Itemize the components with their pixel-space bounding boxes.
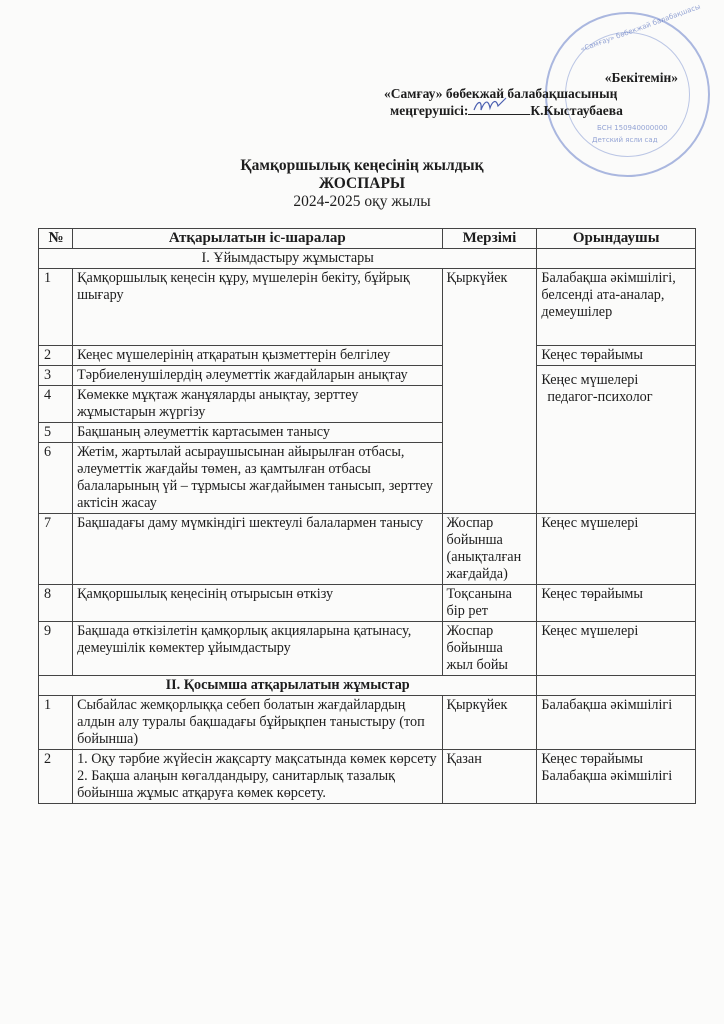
row-responsible: Кеңес мүшелері [537,514,696,585]
row-num: 7 [39,514,73,585]
table-row [39,696,696,750]
row-num: 4 [39,386,73,423]
header-responsible: Орындаушы [537,229,696,249]
stamp-ru-text: Детский ясли сад [592,136,658,144]
header-num: № [39,229,73,249]
row-num: 6 [39,443,73,514]
row-num: 1 [39,696,73,750]
approval-block [384,70,684,119]
row-activity: Қамқоршылық кеңесін құру, мүшелерін бекіту, бұйрық шығару [73,269,442,346]
row-num: 5 [39,423,73,443]
table-row [39,346,696,366]
row-activity: Қамқоршылық кеңесінің отырысын өткізу [73,585,442,622]
row-activity [73,750,442,804]
responsible-line: Кеңес мүшелері [541,372,639,388]
activity-line: 2. Бақша алаңын көгалдандыру, санитарлық тазалық бойынша жұмыс атқаруға көмек көрсету. [77,768,396,801]
row-date: Тоқсанына бір рет [442,585,537,622]
table-row [39,269,696,346]
approval-name: К.Кыстаубаева [530,103,623,118]
plan-table [38,228,696,804]
row-activity: Көмекке мұқтаж жанұяларды анықтау, зерттеу жұмыстарын жүргізу [73,386,442,423]
stamp-bin: БСН 150940000000 [597,124,668,132]
row-num: 2 [39,346,73,366]
row-date: Жоспар бойынша (анықталған жағдайда) [442,514,537,585]
section-row [39,676,696,696]
section-title: I. Ұйымдастыру жұмыстары [39,249,537,269]
row-activity: Тәрбиеленушілердің әлеуметтік жағдайларын анықтау [73,366,442,386]
row-responsible: Балабақша әкімшілігі, белсенді ата-аналар, демеушілер [537,269,696,346]
signature-icon [472,96,512,114]
table-row [39,366,696,386]
row-responsible: Кеңес мүшелері [537,622,696,676]
header-activity: Атқарылатын іс-шаралар [73,229,442,249]
row-responsible: Кеңес төрайымы [537,346,696,366]
approval-position: меңгерушісі: [390,103,469,118]
row-num: 1 [39,269,73,346]
row-date: Қыркүйек [442,696,537,750]
approval-label: «Бекітемін» [604,70,678,85]
row-responsible: Балабақша әкімшілігі [537,696,696,750]
doc-subtitle-year: 2024-2025 оқу жылы [293,193,431,210]
row-num: 2 [39,750,73,804]
row-activity: Кеңес мүшелерінің атқаратын қызметтерін белгілеу [73,346,442,366]
row-activity: Бақшадағы даму мүмкіндігі шектеулі балалармен танысу [73,514,442,585]
row-date: Қазан [442,750,537,804]
row-date: Қыркүйек [442,269,537,514]
row-activity: Сыбайлас жемқорлыққа себеп болатын жағдайлардың алдын алу туралы бақшадағы бұйрықпен таныстыру (топ бойынша) [73,696,442,750]
row-responsible: Кеңес төрайымы [537,585,696,622]
approval-org: «Самғау» бөбекжай балабақшасының [384,86,618,101]
responsible-line: Кеңес төрайымы [541,751,643,767]
row-num: 3 [39,366,73,386]
section-row [39,249,696,269]
activity-line: 1. Оқу тәрбие жүйесін жақсарту мақсатында көмек көрсету [77,751,437,767]
doc-title-line2: ЖОСПАРЫ [318,175,406,192]
row-activity: Бақшаның әлеуметтік картасымен танысу [73,423,442,443]
table-header-row [39,229,696,249]
approval-signature-line [384,102,684,119]
doc-title-line1: Қамқоршылық кеңесінің жылдық [240,157,484,174]
header-date: Мерзімі [442,229,537,249]
section-empty-cell [537,676,696,696]
signature [468,102,530,115]
row-responsible [537,366,696,514]
row-num: 8 [39,585,73,622]
responsible-line: Балабақша әкімшілігі [541,768,673,784]
section-title: II. Қосымша атқарылатын жұмыстар [39,676,537,696]
table-row [39,514,696,585]
table-row [39,585,696,622]
row-activity: Бақшада өткізілетін қамқорлық акцияларына қатынасу, демеушілік көмектер ұйымдастыру [73,622,442,676]
row-num: 9 [39,622,73,676]
section-empty-cell [537,249,696,269]
row-date: Жоспар бойынша жыл бойы [442,622,537,676]
row-activity: Жетім, жартылай асыраушысынан айырылған отбасы, әлеуметтік жағдайы төмен, аз қамтылған отбасы балаларының үй – тұрмысы жағдайымен танысып, зерттеу актісін жасау [73,443,442,514]
responsible-line: педагог-психолог [547,389,653,405]
stamp-outer-text: «Самғау» бөбекжай балабақшасы [579,2,702,54]
row-responsible [537,750,696,804]
table-row [39,750,696,804]
table-row [39,622,696,676]
